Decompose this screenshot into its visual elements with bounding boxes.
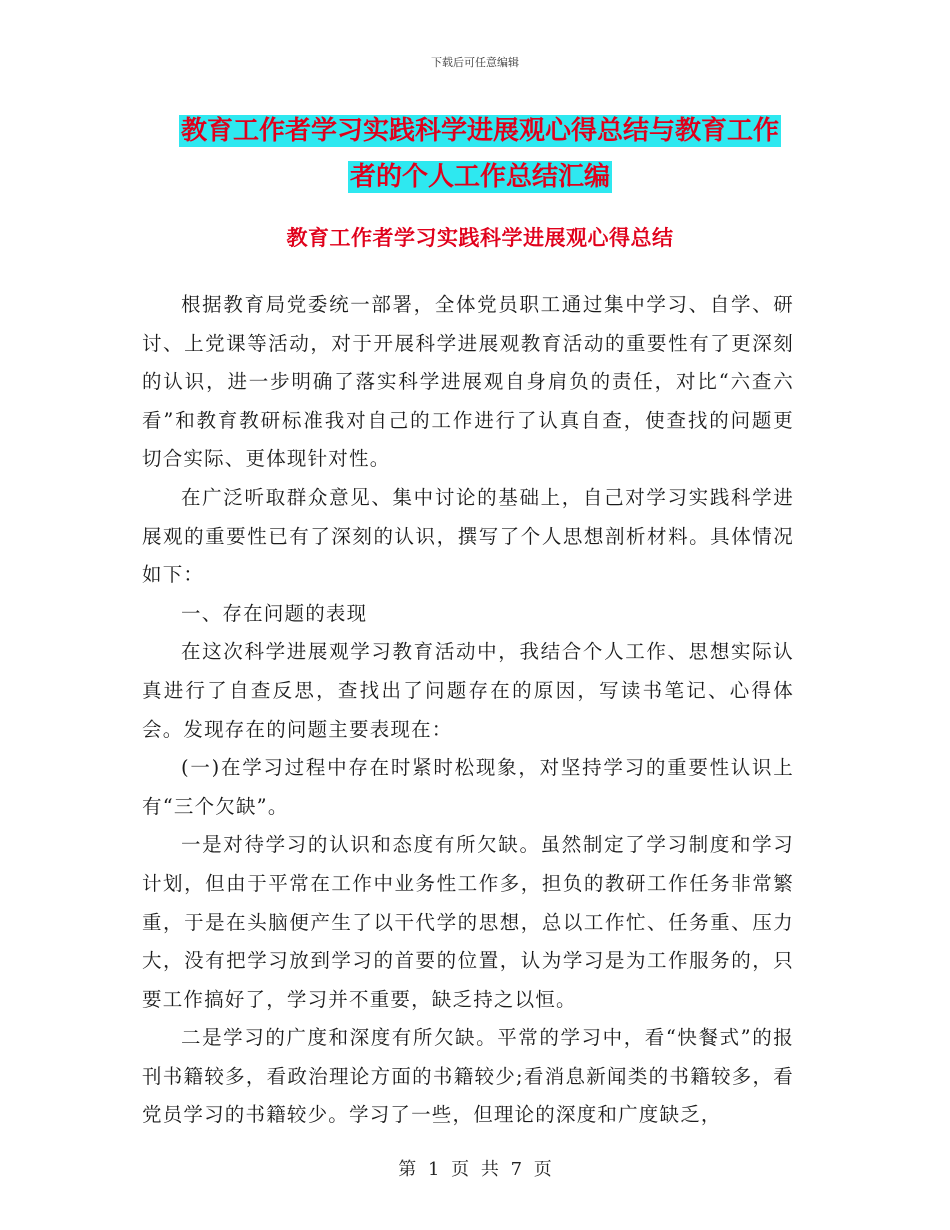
paragraph: (一)在学习过程中存在时紧时松现象，对坚持学习的重要性认识上有“三个欠缺”。 bbox=[142, 756, 794, 818]
document-title-line-2: 者的个人工作总结汇编 bbox=[349, 162, 610, 192]
section-title: 教育工作者学习实践科学进展观心得总结 bbox=[286, 225, 674, 250]
page-number: 第 1 页 共 7 页 bbox=[398, 1159, 552, 1180]
paragraph: 在广泛听取群众意见、集中讨论的基础上，自己对学习实践科学进展观的重要性已有了深刻的认识，撰写了个人思想剖析材料。具体情况如下： bbox=[142, 485, 794, 587]
paragraph: 根据教育局党委统一部署，全体党员职工通过集中学习、自学、研讨、上党课等活动，对于开展科学进展观教育活动的重要性有了更深刻的认识，进一步明确了落实科学进展观自身肩负的责任，对比“六查六看”和教育教研标准我对自己的工作进行了认真自查，使查找的问题更切合实际、更体现针对性。 bbox=[142, 293, 794, 471]
paragraph: 在这次科学进展观学习教育活动中，我结合个人工作、思想实际认真进行了自查反思，查找出了问题存在的原因，写读书笔记、心得体会。发现存在的问题主要表现在： bbox=[142, 640, 794, 741]
paragraph: 二是学习的广度和深度有所欠缺。平常的学习中，看“快餐式”的报刊书籍较多，看政治理论方面的书籍较少;看消息新闻类的书籍较多，看党员学习的书籍较少。学习了一些，但理论的深度和广度缺乏， bbox=[142, 1026, 794, 1127]
page-header-note: 下载后可任意编辑 bbox=[431, 56, 519, 69]
document-title bbox=[140, 108, 820, 200]
paragraph-heading: 一、存在问题的表现 bbox=[181, 601, 368, 625]
document-body bbox=[142, 286, 794, 1135]
paragraph: 一是对待学习的认识和态度有所欠缺。虽然制定了学习制度和学习计划，但由于平常在工作中业务性工作多，担负的教研工作任务非常繁重，于是在头脑便产生了以干代学的思想，总以工作忙、任务重、压力大，没有把学习放到学习的首要的位置，认为学习是为工作服务的，只要工作搞好了，学习并不重要，缺乏持之以恒。 bbox=[142, 833, 794, 1011]
document-title-line-1: 教育工作者学习实践科学进展观心得总结与教育工作 bbox=[180, 116, 779, 146]
